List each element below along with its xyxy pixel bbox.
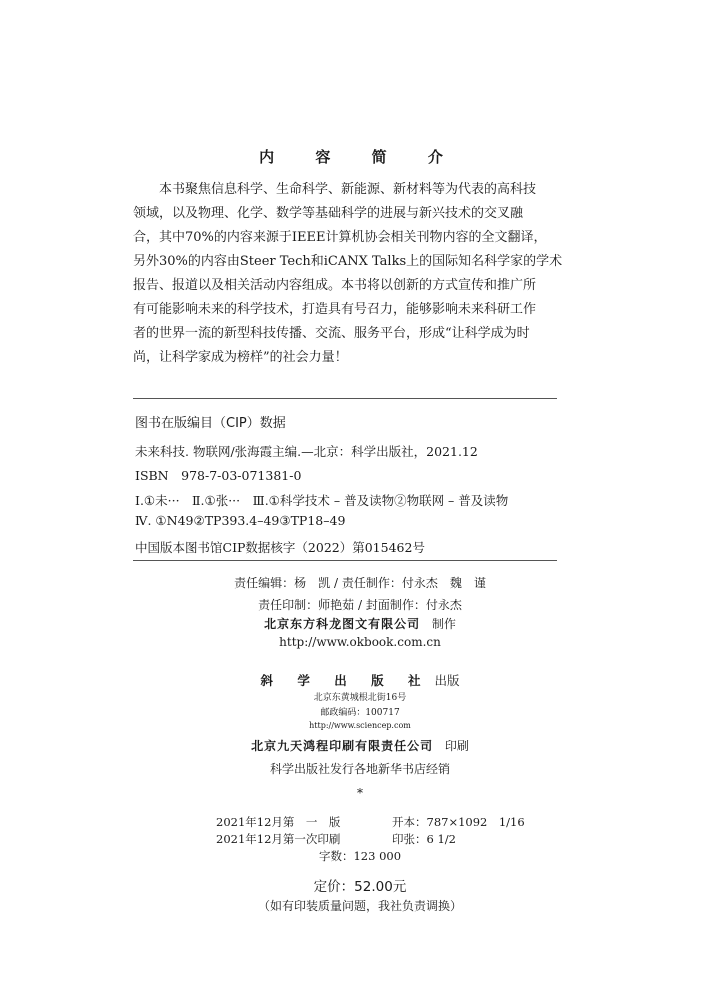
publisher-address: 北京东黄城根北街16号 xyxy=(313,693,407,703)
word-count: 字数：123 000 xyxy=(318,849,402,863)
summary-line: 尚，让科学家成为榜样”的社会力量！ xyxy=(133,350,348,365)
printing: 2021年12月第一次印刷 xyxy=(216,832,341,846)
credits-editors: 责任编辑：杨 凯 / 责任制作：付永杰 魏 谨 xyxy=(234,576,486,590)
publisher-postcode: 邮政编码：100717 xyxy=(320,708,400,718)
credits-printing: 责任印制：师艳茹 / 封面制作：付永杰 xyxy=(258,598,462,612)
book-format: 开本：787×1092 1/16 xyxy=(392,815,525,829)
printer-name: 北京九天鸿程印刷有限责任公司 xyxy=(251,739,434,753)
publisher-suffix: 出版 xyxy=(434,673,460,688)
cip-classification-2: Ⅳ. ①N49②TP393.4–49③TP18–49 xyxy=(135,513,346,528)
cip-bottom-rule xyxy=(133,560,557,561)
printer-suffix: 印刷 xyxy=(444,739,469,753)
quality-note: （如有印装质量问题，我社负责调换） xyxy=(257,899,462,913)
printed-sheets: 印张：6 1/2 xyxy=(392,832,456,846)
publisher-line xyxy=(0,671,720,689)
edition: 2021年12月第 一 版 xyxy=(216,815,341,829)
summary-line: 有可能影响未来的科学技术，打造具有号召力，能够影响未来科研工作 xyxy=(133,302,537,317)
summary-paragraph xyxy=(133,178,565,370)
publisher-website: http://www.sciencep.com xyxy=(309,721,411,730)
cip-heading: 图书在版编目（CIP）数据 xyxy=(135,416,286,431)
cip-isbn: ISBN 978-7-03-071381-0 xyxy=(135,468,302,483)
summary-line: 领域，以及物理、化学、数学等基础科学的进展与新兴技术的交叉融 xyxy=(133,206,524,221)
page-title: 内 容 简 介 xyxy=(259,148,461,166)
summary-line: 者的世界一流的新型科技传播、交流、服务平台，形成“让科学成为时 xyxy=(133,326,530,341)
price: 定价：52.00元 xyxy=(313,879,407,895)
producer-url: http://www.okbook.com.cn xyxy=(279,635,441,649)
summary-line: 报告、报道以及相关活动内容组成。本书将以创新的方式宣传和推广所 xyxy=(133,278,537,293)
summary-line: 合，其中70%的内容来源于IEEE计算机协会相关刊物内容的全文翻译， xyxy=(133,230,547,245)
cip-classification-1: Ⅰ.①未··· Ⅱ.①张··· Ⅲ.①科学技术 – 普及读物②物联网 – 普及读物 xyxy=(135,493,509,508)
cip-bibliographic: 未来科技. 物联网/张海霞主编.—北京：科学出版社，2021.12 xyxy=(135,444,478,459)
summary-line: 另外30%的内容由Steer Tech和iCANX Talks上的国际知名科学家的学术 xyxy=(133,254,563,269)
cip-record-number: 中国版本图书馆CIP数据核字（2022）第015462号 xyxy=(135,540,425,555)
producer-line xyxy=(0,615,720,632)
producer-name: 北京东方科龙图文有限公司 xyxy=(264,617,421,631)
summary-line: 本书聚焦信息科学、生命科学、新能源、新材料等为代表的高科技 xyxy=(159,182,537,197)
producer-suffix: 制作 xyxy=(431,617,456,631)
printer-line xyxy=(0,737,720,754)
separator-asterisk: * xyxy=(357,786,363,800)
cip-top-rule xyxy=(133,398,557,399)
distribution: 科学出版社发行各地新华书店经销 xyxy=(269,762,450,776)
publisher-name: 斜 学 出 版 社 xyxy=(260,673,431,688)
